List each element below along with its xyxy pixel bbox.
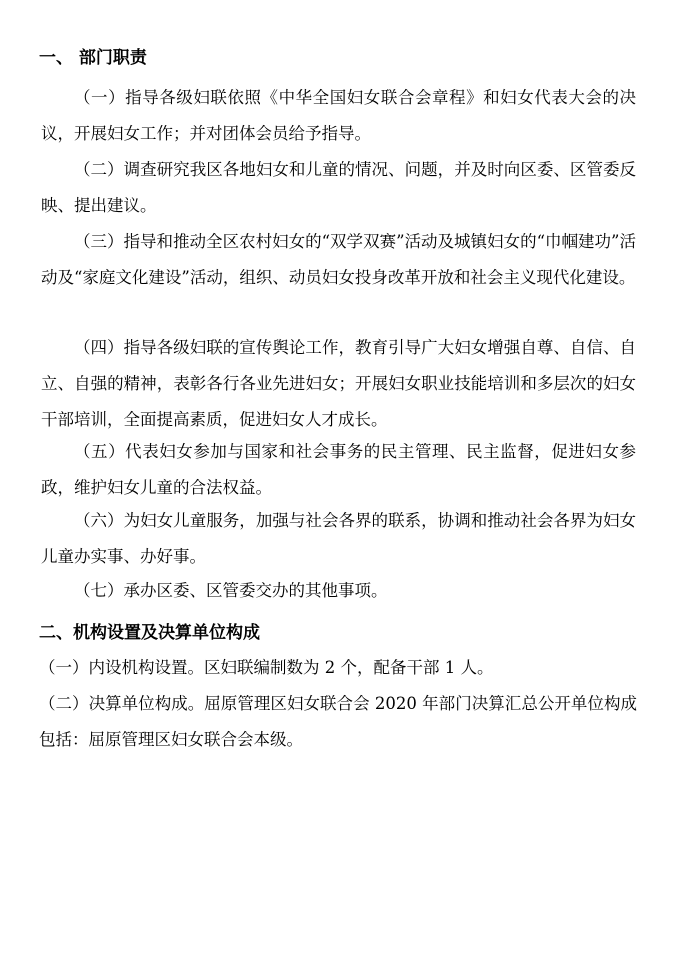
- structure-item-1: （一）内设机构设置。区妇联编制数为 2 个，配备干部 1 人。: [39, 658, 494, 677]
- structure-item-2: （二）决算单位构成。屈原管理区妇女联合会 2020 年部门决算汇总公开单位构成包括：屈原管理区妇女联合会本级。: [39, 694, 637, 749]
- duty-item-5: （五）代表妇女参加与国家和社会事务的民主管理、民主监督，促进妇女参政，维护妇女儿童的合法权益。: [41, 442, 636, 497]
- duty-item-2: （二）调查研究我区各地妇女和儿童的情况、问题，并及时向区委、区管委反映、提出建议。: [41, 160, 636, 215]
- section-heading-duties: 一、 部门职责: [39, 48, 147, 68]
- duty-item-6: （六）为妇女儿童服务，加强与社会各界的联系，协调和推动社会各界为妇女儿童办实事、办好事。: [41, 511, 636, 566]
- duty-item-3: （三）指导和推动全区农村妇女的“双学双赛”活动及城镇妇女的“巾帼建功”活动及“家庭文化建设”活动，组织、动员妇女投身改革开放和社会主义现代化建设。: [41, 232, 636, 287]
- duty-item-7: （七）承办区委、区管委交办的其他事项。: [74, 581, 388, 600]
- section-heading-structure: 二、机构设置及决算单位构成: [39, 623, 260, 643]
- duty-item-4: （四）指导各级妇联的宣传舆论工作，教育引导广大妇女增强自尊、自信、自立、自强的精神，表彰各行各业先进妇女；开展妇女职业技能培训和多层次的妇女干部培训，全面提高素质，促进妇女人才成长。: [41, 338, 636, 429]
- duty-item-1: （一）指导各级妇联依照《中华全国妇女联合会章程》和妇女代表大会的决议，开展妇女工作；并对团体会员给予指导。: [41, 88, 636, 143]
